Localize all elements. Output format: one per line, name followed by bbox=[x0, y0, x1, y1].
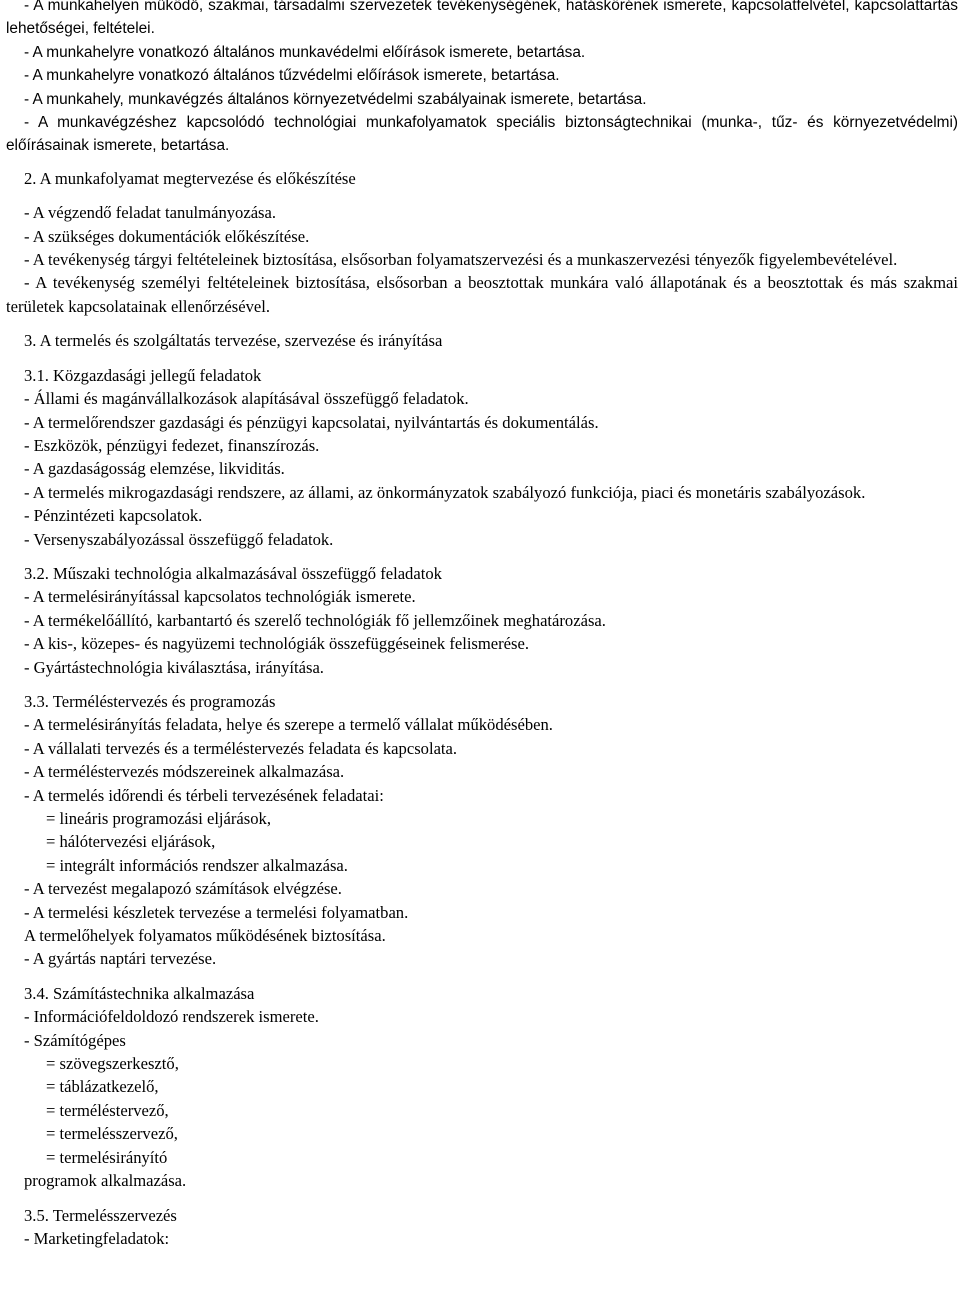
intro-line-kornyezetvedelmi: - A munkahely, munkavégzés általános környezetvédelmi szabályainak ismerete, betartása. bbox=[24, 90, 647, 108]
document-page bbox=[6, 0, 958, 1250]
section-3-3-sub-2: = hálótervezési eljárások, bbox=[46, 832, 216, 852]
section-3-1-line-1: - Állami és magánvállalkozások alapításával összefüggő feladatok. bbox=[24, 389, 469, 409]
section-3-3-line-3: - A terméléstervezés módszereinek alkalmazása. bbox=[24, 762, 345, 782]
section-3-3-sub-3: = integrált információs rendszer alkalmazása. bbox=[46, 855, 348, 875]
section-3-3-line-7: A termelőhelyek folyamatos működésének biztosítása. bbox=[24, 926, 386, 946]
intro-line-munkavedelmi: - A munkahelyre vonatkozó általános munkavédelmi előírások ismerete, betartása. bbox=[24, 43, 586, 61]
section-3-4-heading: 3.4. Számítástechnika alkalmazása bbox=[24, 983, 255, 1003]
section-3-3-line-6: - A termelési készletek tervezése a termelési folyamatban. bbox=[24, 902, 409, 922]
section-3-3-line-4: - A termelés időrendi és térbeli tervezésének feladatai: bbox=[24, 785, 384, 805]
section-2-line-1: - A végzendő feladat tanulmányozása. bbox=[24, 203, 277, 223]
section-3-1-heading: 3.1. Közgazdasági jellegű feladatok bbox=[24, 365, 262, 385]
section-3-4-line-3: programok alkalmazása. bbox=[24, 1171, 187, 1191]
section-3-1-line-4: - A gazdaságosság elemzése, likviditás. bbox=[24, 459, 285, 479]
section-3-3-line-1: - A termelésirányítás feladata, helye és szerepe a termelő vállalat működésében. bbox=[24, 715, 553, 735]
intro-paragraph-1: - A munkahelyen működő, szakmai, társadalmi szervezetek tevékenységének, hatáskörének ismerete, kapcsolatfelvétel, kapcsolattartás lehetőségei, feltételei. bbox=[6, 0, 958, 38]
section-3-2-line-1: - A termelésirányítással kapcsolatos technológiák ismerete. bbox=[24, 587, 416, 607]
section-3-3-heading: 3.3. Terméléstervezés és programozás bbox=[24, 691, 276, 711]
section-3-4-sub-1: = szövegszerkesztő, bbox=[46, 1054, 179, 1074]
intro-line-tuzvedelmi: - A munkahelyre vonatkozó általános tűzvédelmi előírások ismerete, betartása. bbox=[24, 67, 560, 85]
section-3-2-line-3: - A kis-, közepes- és nagyüzemi technológiák összefüggéseinek felismerése. bbox=[24, 634, 530, 654]
section-3-4-sub-2: = táblázatkezelő, bbox=[46, 1077, 159, 1097]
section-3-4-sub-3: = terméléstervező, bbox=[46, 1100, 169, 1120]
intro-block bbox=[6, 0, 958, 158]
section-3-2-heading: 3.2. Műszaki technológia alkalmazásával összefüggő feladatok bbox=[24, 563, 442, 583]
section-3-2-line-4: - Gyártástechnológia kiválasztása, irányítása. bbox=[24, 657, 324, 677]
section-3 bbox=[6, 329, 958, 352]
section-3-1-paragraph: - A termelés mikrogazdasági rendszere, az állami, az önkormányzatok szabályozó funkciója, piaci és monetáris szabályozások. bbox=[24, 482, 866, 502]
section-3-4 bbox=[6, 982, 958, 1193]
section-2-heading: 2. A munkafolyamat megtervezése és előkészítése bbox=[24, 168, 356, 188]
section-2 bbox=[6, 167, 958, 318]
section-3-4-line-2: - Számítógépes bbox=[24, 1030, 126, 1050]
section-3-4-sub-5: = termelésirányító bbox=[46, 1147, 168, 1167]
section-3-heading: 3. A termelés és szolgáltatás tervezése, szervezése és irányítása bbox=[24, 331, 443, 351]
section-3-4-sub-4: = termelésszervező, bbox=[46, 1124, 178, 1144]
intro-paragraph-2: - A munkavégzéshez kapcsolódó technológiai munkafolyamatok speciális biztonságtechnikai (munka-, tűz- és környezetvédelmi) előírásainak ismerete, betartása. bbox=[6, 114, 958, 155]
section-3-1-line-6: - Versenyszabályozással összefüggő feladatok. bbox=[24, 529, 334, 549]
section-3-5-line-1: - Marketingfeladatok: bbox=[24, 1228, 170, 1248]
section-3-3-line-2: - A vállalati tervezés és a terméléstervezés feladata és kapcsolata. bbox=[24, 738, 458, 758]
section-3-4-line-1: - Információfeldoldozó rendszerek ismerete. bbox=[24, 1007, 319, 1027]
section-3-3 bbox=[6, 690, 958, 971]
section-3-1 bbox=[6, 364, 958, 551]
section-3-1-line-5: - Pénzintézeti kapcsolatok. bbox=[24, 506, 203, 526]
section-3-1-line-3: - Eszközök, pénzügyi fedezet, finanszírozás. bbox=[24, 435, 320, 455]
section-3-3-sub-1: = lineáris programozási eljárások, bbox=[46, 809, 271, 828]
section-2-paragraph-1: - A tevékenység tárgyi feltételeinek biztosítása, elsősorban folyamatszervezési és a munkaszervezési tényezők figyelembevételével. bbox=[24, 250, 898, 270]
section-2-paragraph-2: - A tevékenység személyi feltételeinek biztosítása, elsősorban a beosztottak munkára való állapotának és a beosztottak és más szakmai területek kapcsolatainak ellenőrzésével. bbox=[6, 273, 958, 316]
section-2-line-2: - A szükséges dokumentációk előkészítése. bbox=[24, 226, 310, 246]
section-3-5 bbox=[6, 1204, 958, 1251]
section-3-2-line-2: - A termékelőállító, karbantartó és szerelő technológiák fő jellemzőinek meghatározása. bbox=[24, 610, 606, 630]
section-3-5-heading: 3.5. Termelésszervezés bbox=[24, 1205, 177, 1225]
section-3-1-line-2: - A termelőrendszer gazdasági és pénzügyi kapcsolatai, nyilvántartás és dokumentálás. bbox=[24, 412, 599, 432]
section-3-3-line-5: - A tervezést megalapozó számítások elvégzése. bbox=[24, 879, 342, 899]
section-3-2 bbox=[6, 562, 958, 679]
section-3-3-line-8: - A gyártás naptári tervezése. bbox=[24, 949, 217, 969]
